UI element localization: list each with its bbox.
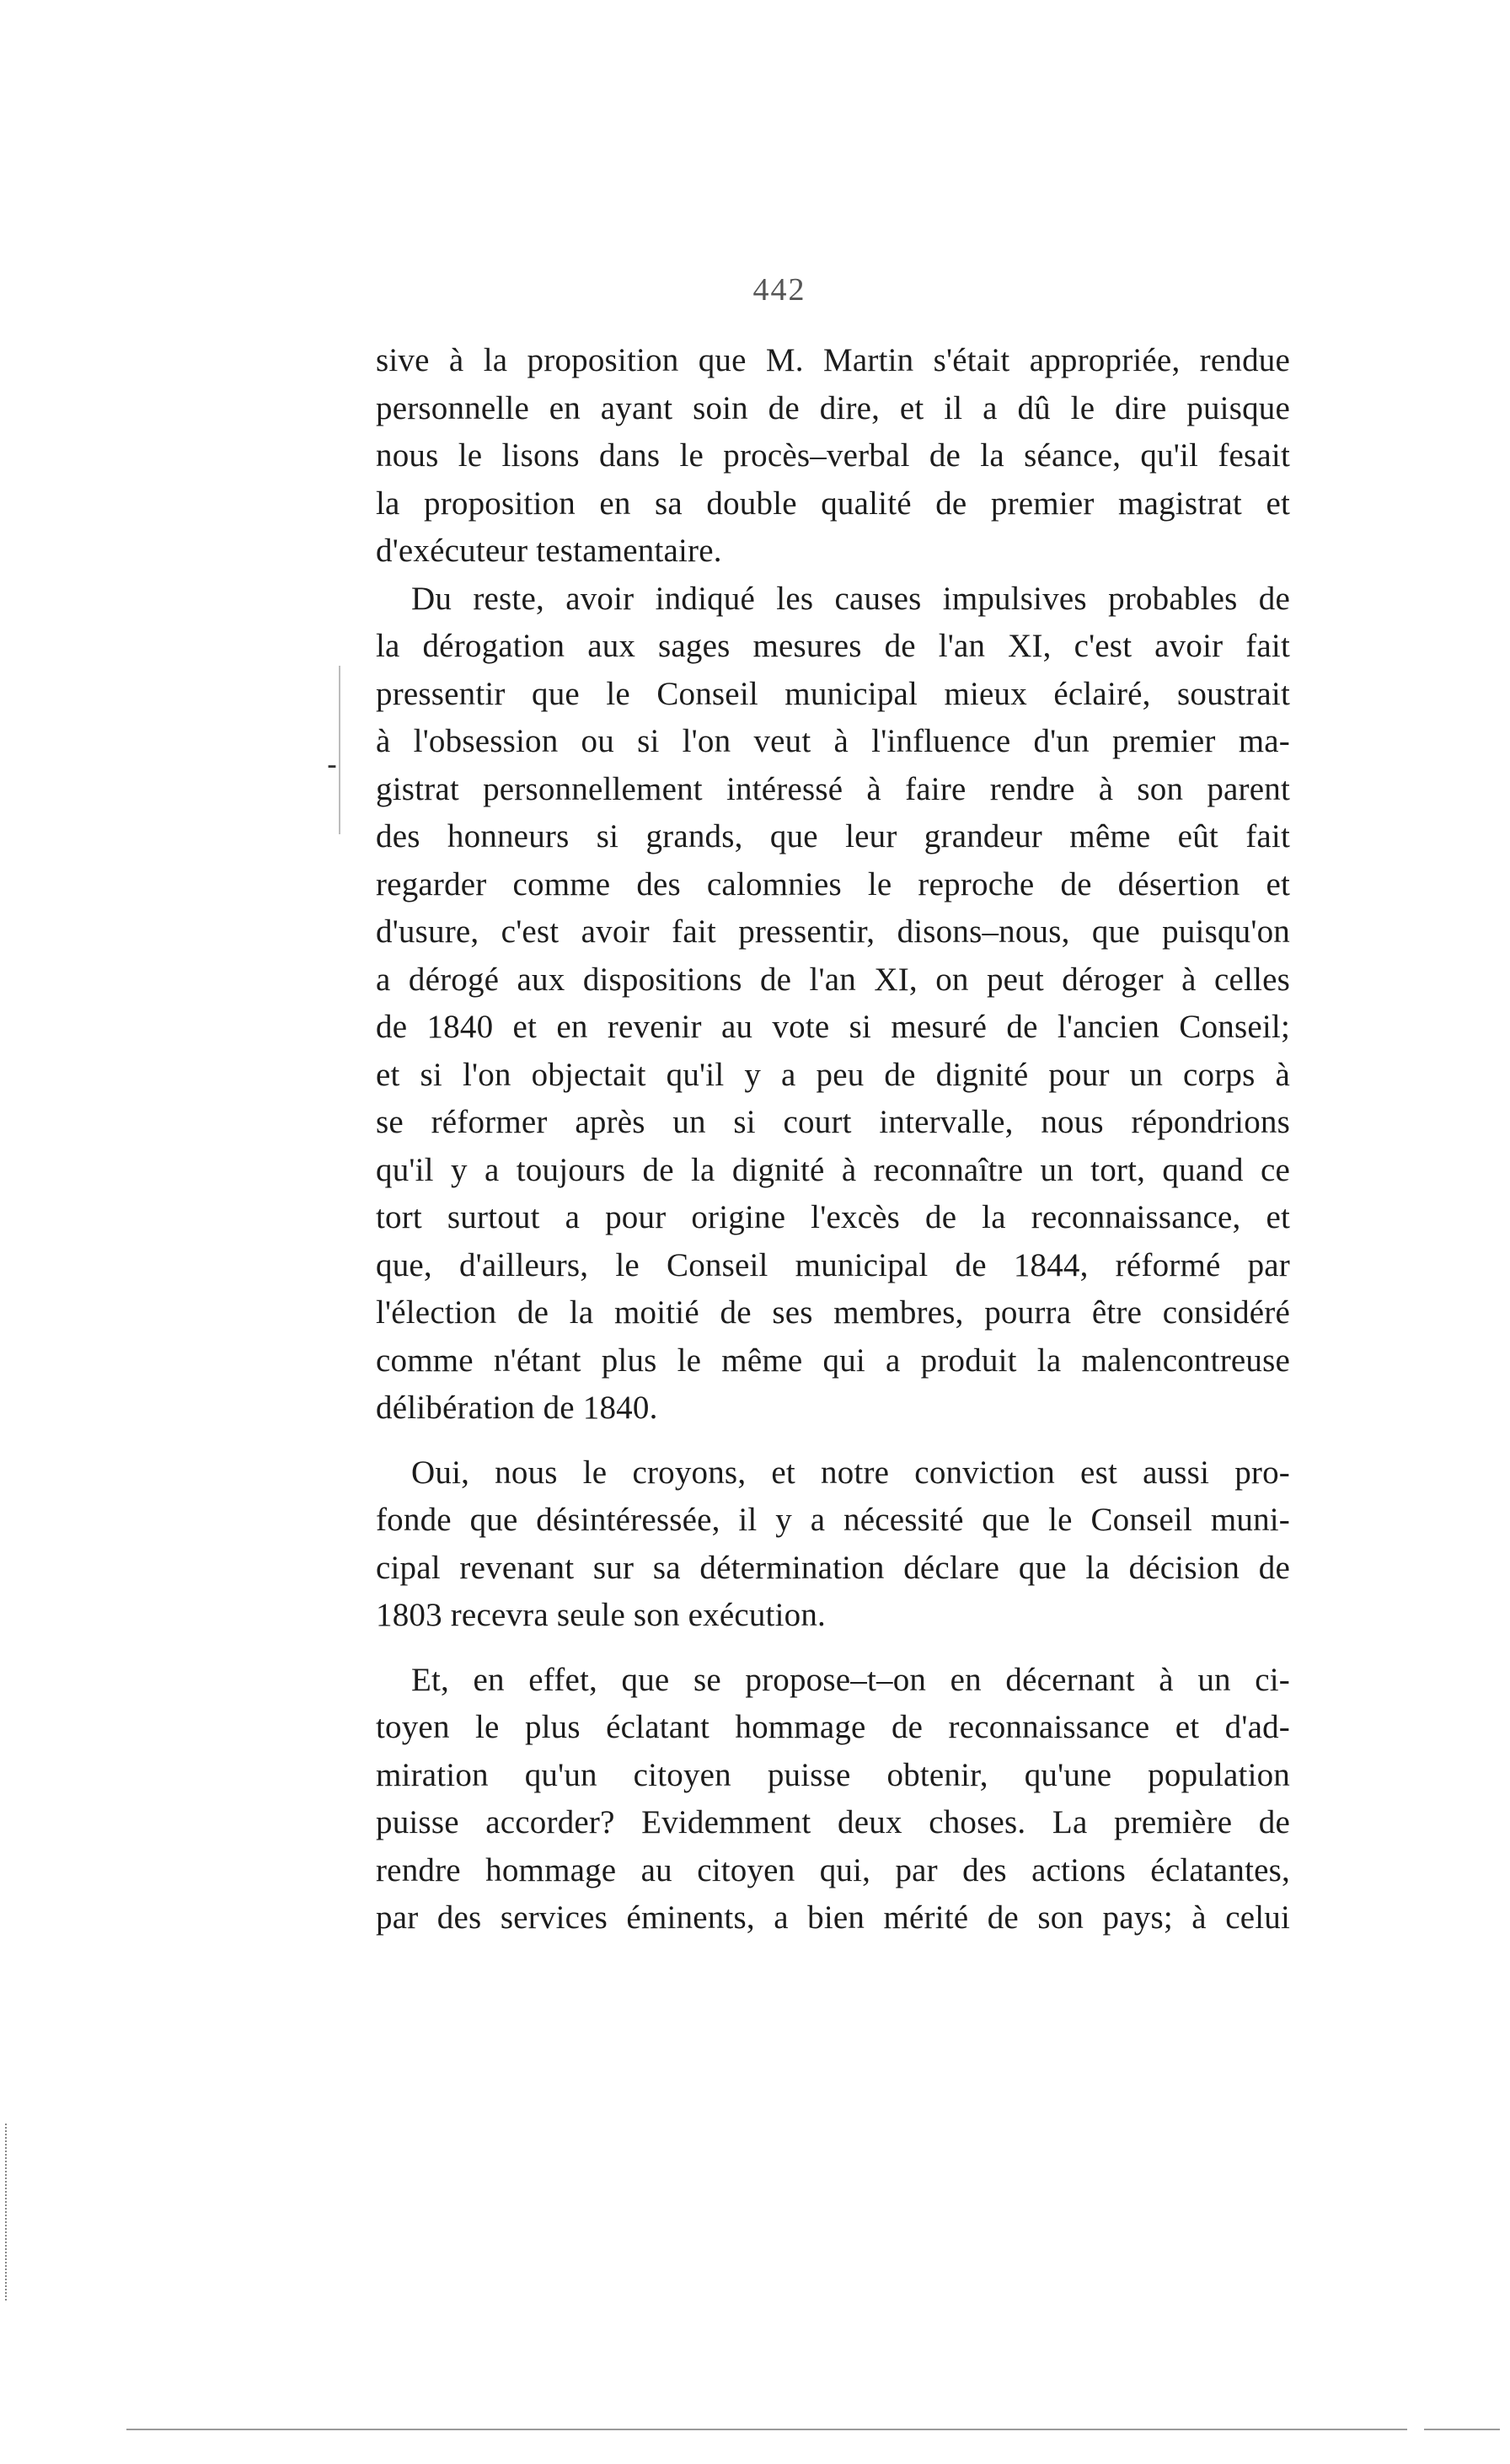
- text-line: 1803 recevra seule son exécution.: [376, 1597, 826, 1633]
- margin-mark: -: [327, 747, 337, 781]
- text-line: pressentir que le Conseil municipal mieux éclairé, soustrait: [376, 675, 1290, 712]
- text-line: qu'il y a toujours de la dignité à reconnaître un tort, quand ce: [376, 1151, 1290, 1188]
- text-line: Oui, nous le croyons, et notre conviction est aussi pro-: [411, 1454, 1290, 1491]
- paragraph-1: [376, 337, 1290, 576]
- text-line: comme n'étant plus le même qui a produit la malencontreuse: [376, 1342, 1290, 1379]
- footer-rule: [126, 2429, 1407, 2430]
- text-line: des honneurs si grands, que leur grandeur même eût fait: [376, 818, 1290, 854]
- margin-rule: [339, 666, 340, 834]
- text-line: miration qu'un citoyen puisse obtenir, qu'une population: [376, 1756, 1290, 1793]
- text-line: regarder comme des calomnies le reproche de désertion et: [376, 865, 1290, 903]
- text-line: nous le lisons dans le procès–verbal de la séance, qu'il fesait: [376, 437, 1290, 474]
- body-text: [376, 337, 1290, 1942]
- text-line: de 1840 et en revenir au vote si mesuré de l'ancien Conseil;: [376, 1009, 1290, 1045]
- text-line: a dérogé aux dispositions de l'an XI, on peut déroger à celles: [376, 961, 1290, 998]
- text-line: et si l'on objectait qu'il y a peu de dignité pour un corps à: [376, 1056, 1290, 1093]
- text-line: personnelle en ayant soin de dire, et il a dû le dire puisque: [376, 389, 1290, 426]
- paragraph-gap: [376, 1433, 1290, 1449]
- text-line: que, d'ailleurs, le Conseil municipal de 1844, réformé par: [376, 1246, 1290, 1283]
- text-line: par des services éminents, a bien mérité de son pays; à celui: [376, 1899, 1290, 1936]
- text-line: la dérogation aux sages mesures de l'an XI, c'est avoir fait: [376, 628, 1290, 664]
- page-number: 442: [752, 272, 806, 308]
- text-line: sive à la proposition que M. Martin s'était appropriée, rendue: [376, 342, 1290, 378]
- paragraph-2: [376, 576, 1290, 1433]
- text-line: fonde que désintéressée, il y a nécessité que le Conseil muni-: [376, 1502, 1290, 1538]
- text-line: Du reste, avoir indiqué les causes impulsives probables de: [411, 580, 1290, 617]
- text-line: l'élection de la moitié de ses membres, pourra être considéré: [376, 1294, 1290, 1331]
- footer-rule-short: [1424, 2429, 1500, 2430]
- text-line: délibération de 1840.: [376, 1390, 658, 1426]
- paragraph-4: [376, 1657, 1290, 1942]
- text-line: d'exécuteur testamentaire.: [376, 533, 722, 569]
- text-line: tort surtout a pour origine l'excès de la reconnaissance, et: [376, 1199, 1290, 1235]
- text-line: gistrat personnellement intéressé à faire rendre à son parent: [376, 770, 1290, 807]
- text-line: cipal revenant sur sa détermination déclare que la décision de: [376, 1549, 1290, 1586]
- text-line: se réformer après un si court intervalle, nous répondrions: [376, 1104, 1290, 1140]
- text-line: d'usure, c'est avoir fait pressentir, disons–nous, que puisqu'on: [376, 913, 1290, 950]
- text-line: la proposition en sa double qualité de premier magistrat et: [376, 485, 1290, 522]
- paragraph-gap: [376, 1640, 1290, 1657]
- text-line: rendre hommage au citoyen qui, par des actions éclatantes,: [376, 1851, 1290, 1888]
- paragraph-3: [376, 1449, 1290, 1640]
- text-line: toyen le plus éclatant hommage de reconnaissance et d'ad-: [376, 1709, 1290, 1745]
- text-line: à l'obsession ou si l'on veut à l'influence d'un premier ma-: [376, 723, 1290, 759]
- scan-edge-marks: [5, 2124, 9, 2301]
- text-line: puisse accorder? Evidemment deux choses. La première de: [376, 1804, 1290, 1840]
- text-line: Et, en effet, que se propose–t–on en décernant à un ci-: [411, 1661, 1290, 1698]
